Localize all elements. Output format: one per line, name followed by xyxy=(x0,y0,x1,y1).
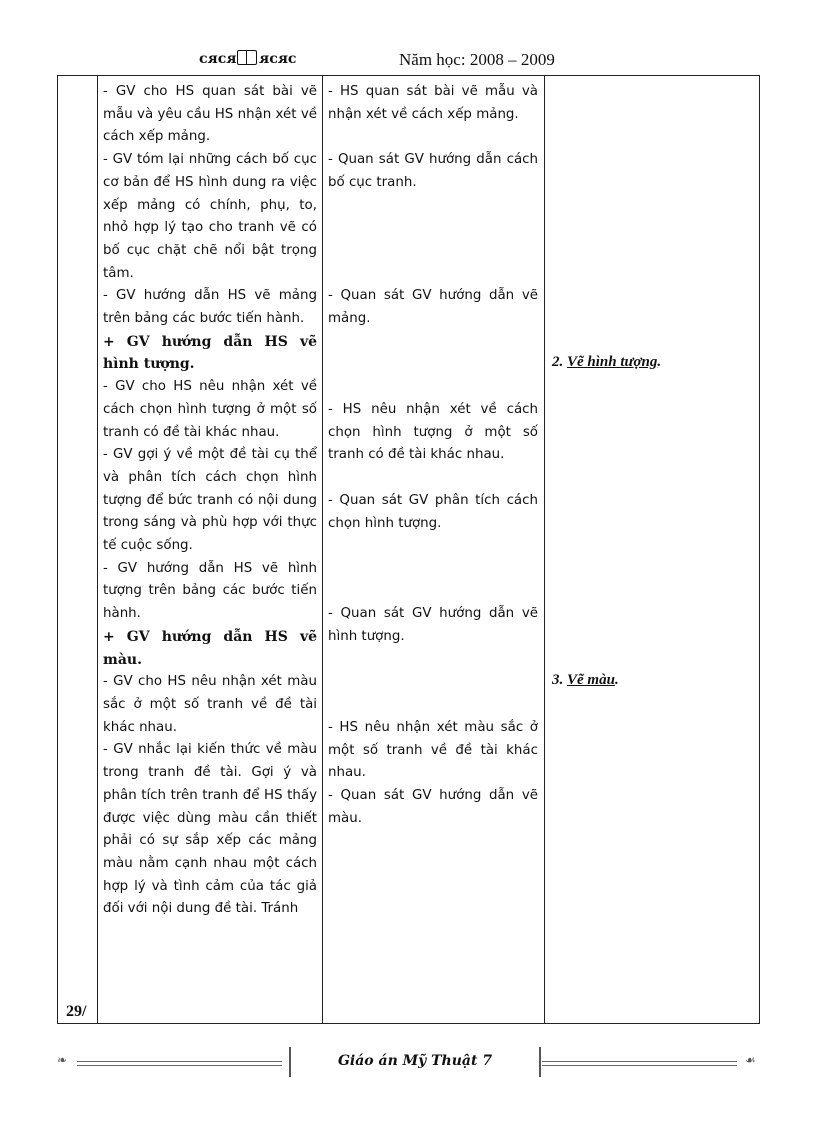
teacher-heading-color: + GV hướng dẫn HS vẽ màu. xyxy=(103,628,317,668)
book-icon xyxy=(237,50,257,65)
section-shape: 2. Vẽ hình tượng. xyxy=(552,354,662,370)
lesson-table xyxy=(57,76,760,1024)
time-label: 29/ xyxy=(66,1003,87,1020)
section-number: 3. xyxy=(552,672,564,688)
school-year: Năm học: 2008 – 2009 xyxy=(399,50,555,69)
student-activity: - Quan sát GV phân tích cách chọn hình tượng. xyxy=(328,493,538,531)
section-title: Vẽ hình tượng xyxy=(567,354,658,370)
teacher-activities xyxy=(103,81,317,921)
footer-rule xyxy=(542,1061,737,1066)
student-activity: - HS quan sát bài vẽ mẫu và nhận xét về cách xếp mảng. xyxy=(328,84,538,122)
teacher-heading-shape: + GV hướng dẫn HS vẽ hình tượng. xyxy=(103,333,317,373)
section-title: Vẽ màu xyxy=(567,672,615,688)
footer-title-box xyxy=(289,1047,541,1077)
section-number: 2. xyxy=(552,354,564,370)
teacher-activity: - GV tóm lại những cách bố cục cơ bản để HS hình dung ra việc xếp mảng có chính, phụ, to, nhỏ hợp lý tạo cho tranh vẽ có bố cục chặt chẽ nổi bật trọng tâm. xyxy=(103,152,317,281)
header-ornament xyxy=(199,50,296,67)
column-divider xyxy=(544,76,545,1023)
column-divider xyxy=(97,76,98,1023)
page-header xyxy=(0,46,816,76)
footer-title: Giáo án Mỹ Thuật 7 xyxy=(337,1053,493,1069)
ornament-left: ᴄᴙᴄᴙ xyxy=(199,51,237,67)
ornament-right: ᴙᴄᴙᴄ xyxy=(258,51,296,67)
teacher-activity: - GV hướng dẫn HS vẽ mảng trên bảng các bước tiến hành. xyxy=(103,288,317,327)
footer-rule xyxy=(77,1061,282,1066)
page-footer xyxy=(57,1045,760,1095)
student-activity: - Quan sát GV hướng dẫn cách bố cục tranh. xyxy=(328,152,538,190)
student-activity: - Quan sát GV hướng dẫn vẽ hình tượng. xyxy=(328,606,538,644)
student-activity: - HS nêu nhận xét về cách chọn hình tượng ở một số tranh có đề tài khác nhau. xyxy=(328,402,538,463)
flourish-icon: ☙ xyxy=(745,1053,756,1067)
section-color: 3. Vẽ màu. xyxy=(552,672,619,688)
teacher-activity: - GV cho HS nêu nhận xét về cách chọn hình tượng ở một số tranh có đề tài khác nhau. xyxy=(103,379,317,440)
student-activity: - HS nêu nhận xét màu sắc ở một số tranh về đề tài khác nhau. xyxy=(328,720,538,781)
teacher-activity: - GV nhắc lại kiến thức về màu trong tranh đề tài. Gợi ý và phân tích trên tranh để HS thấy được việc dùng màu cần thiết phải có sự sắp xếp các mảng màu nằm cạnh nhau một cách hợp lý và tình cảm của tác giả đối với nội dung đề tài. Tránh xyxy=(103,742,317,917)
teacher-activity: - GV cho HS quan sát bài vẽ mẫu và yêu cầu HS nhận xét về cách xếp mảng. xyxy=(103,84,317,145)
flourish-icon: ❧ xyxy=(57,1053,68,1067)
student-activity: - Quan sát GV hướng dẫn vẽ mảng. xyxy=(328,288,538,326)
column-divider xyxy=(322,76,323,1023)
student-activity: - Quan sát GV hướng dẫn vẽ màu. xyxy=(328,788,538,826)
teacher-activity: - GV hướng dẫn HS vẽ hình tượng trên bảng các bước tiến hành. xyxy=(103,560,317,622)
teacher-activity: - GV gợi ý về một đề tài cụ thể và phân tích cách chọn hình tượng để bức tranh có nội dung trong sáng và phù hợp với thực tế cuộc sống. xyxy=(103,447,317,554)
teacher-activity: - GV cho HS nêu nhận xét màu sắc ở một số tranh về đề tài khác nhau. xyxy=(103,674,317,735)
